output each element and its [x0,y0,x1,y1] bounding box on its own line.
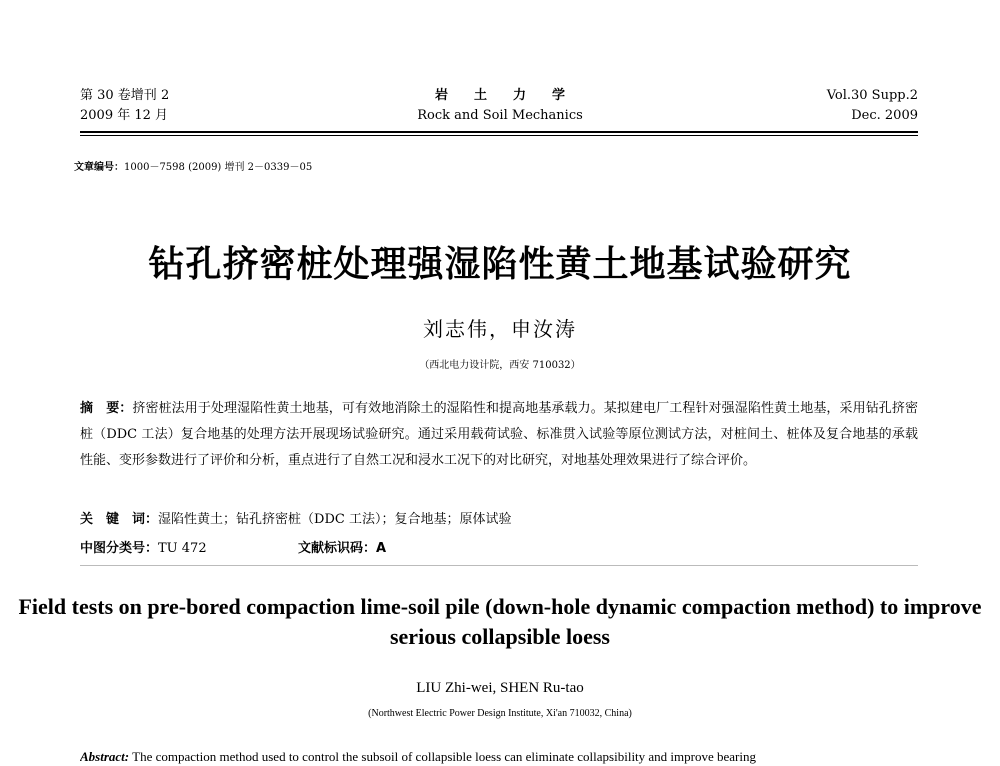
volume-supp: Vol.30 Supp.2 [826,88,918,103]
abstract-en [80,748,918,766]
keywords-text: 湿陷性黄土；钻孔挤密桩（DDC 工法）；复合地基；原体试验 [158,512,512,527]
title-en: Field tests on pre-bored compaction lime-soil pile (down-hole dynamic compaction method) to improve serious collapsible loess [18,594,982,649]
document-code-value: A [376,541,387,556]
section-divider [80,565,918,566]
authors-cn: 刘志伟，申汝涛 [423,317,577,341]
abstract-en-label: Abstract: [80,749,130,764]
keywords-cn [80,508,511,527]
header-rule-thick [80,131,918,133]
document-code [298,537,386,556]
affiliation-cn: （西北电力设计院，西安 710032） [419,360,581,371]
header-rule-thin [80,135,918,136]
document-code-label: 文献标识码： [298,541,377,556]
issue-date-cn: 2009 年 12 月 [80,108,169,123]
abstract-cn-text: 挤密桩法用于处理湿陷性黄土地基，可有效地消除土的湿陷性和提高地基承载力。某拟建电厂工程针对强湿陷性黄土地基，采用钻孔挤密桩（DDC 工法）复合地基的处理方法开展现场试验研究。通过采用载荷试验、标准贯入试验等原位测试方法，对桩间土、桩体及复合地基的承载性能、变形参数进行了评价和分析，重点进行了自然工况和浸水工况下的对比研究，对地基处理效果进行了综合评价。 [80,401,918,468]
article-number-value: 1000－7598 (2009) 增刊 2－0339－05 [124,162,313,173]
clc-label: 中图分类号： [80,541,159,556]
journal-name-en: Rock and Soil Mechanics [417,108,583,123]
abstract-cn-label: 摘 要： [80,401,133,416]
keywords-label: 关 键 词： [80,512,159,527]
affiliation-en: (Northwest Electric Power Design Institute, Xi'an 710032, China) [368,708,632,719]
volume-issue: 第 30 卷增刊 2 [80,88,170,103]
running-header-right [827,86,918,126]
title-cn: 钻孔挤密桩处理强湿陷性黄土地基试验研究 [148,244,852,285]
clc-value: TU 472 [158,541,207,556]
abstract-cn [80,396,918,474]
article-number-label: 文章编号： [74,162,124,173]
authors-en: LIU Zhi-wei, SHEN Ru-tao [416,680,584,696]
abstract-en-text: The compaction method used to control the subsoil of collapsible loess can eliminate collapsibility and improve bearing [132,749,756,764]
issue-date-en: Dec. 2009 [851,108,918,123]
article-number [74,158,312,173]
clc-number [80,537,207,556]
journal-name-cn: 岩土力学 [434,88,591,103]
